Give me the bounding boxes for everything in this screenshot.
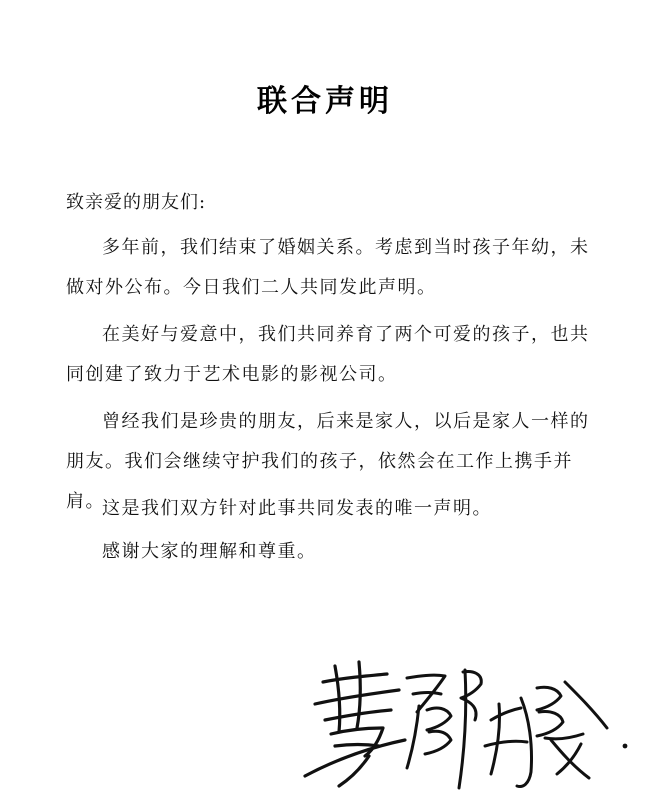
signature-dot bbox=[623, 744, 628, 749]
paragraph-3: 曾经我们是珍贵的朋友，后来是家人，以后是家人一样的朋友。我们会继续守护我们的孩子，依然会在工作上携手并肩。 bbox=[66, 411, 590, 512]
paragraph-1: 多年前，我们结束了婚姻关系。考虑到当时孩子年幼，未做对外公布。今日我们二人共同发此声明。 bbox=[66, 237, 590, 298]
paragraph-2: 在美好与爱意中，我们共同养育了两个可爱的孩子，也共同创建了致力于艺术电影的影视公司。 bbox=[66, 324, 590, 385]
signature-1 bbox=[305, 662, 405, 786]
handwritten-signatures bbox=[295, 648, 645, 798]
document-title: 联合声明 bbox=[257, 84, 393, 119]
paragraph-4: 这是我们双方针对此事共同发表的唯一声明。 bbox=[102, 498, 492, 519]
signature-1b bbox=[407, 670, 481, 788]
greeting-line: 致亲爱的朋友们: bbox=[66, 192, 207, 213]
signature-2 bbox=[485, 682, 607, 786]
paragraph-5: 感谢大家的理解和尊重。 bbox=[102, 541, 317, 562]
